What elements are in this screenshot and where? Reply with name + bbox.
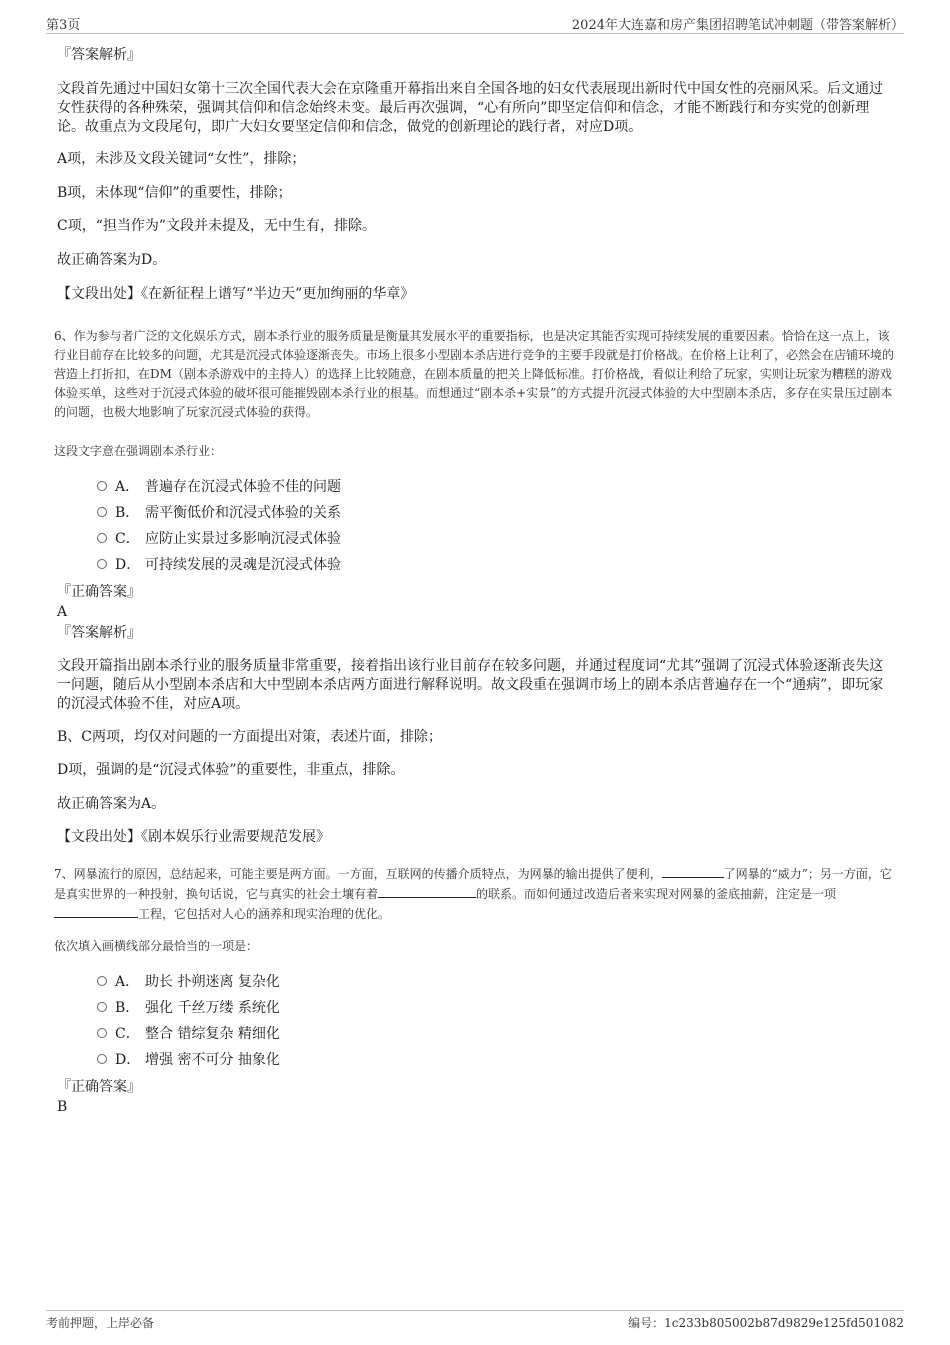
q6-prompt: 这段文字意在强调剧本杀行业：: [54, 444, 223, 458]
q7-option-b[interactable]: B． 强化 千丝万缕 系统化: [97, 999, 280, 1017]
q5-conclusion: 故正确答案为D。: [57, 252, 167, 268]
q5-line-c: C项，“担当作为”文段并未提及，无中生有，排除。: [57, 218, 377, 234]
q6-analysis-label: 『答案解析』: [57, 625, 141, 641]
q6-line-d: D项，强调的是“沉浸式体验”的重要性，非重点，排除。: [57, 762, 405, 778]
page-footer: [46, 1310, 904, 1331]
q7-prompt: 依次填入画横线部分最恰当的一项是：: [54, 939, 259, 953]
radio-button-icon[interactable]: [97, 559, 107, 569]
q6-option-b[interactable]: B． 需平衡低价和沉浸式体验的关系: [97, 504, 341, 522]
q5-line-b: B项，未体现“信仰”的重要性，排除；: [57, 185, 292, 201]
q6-option-a[interactable]: A． 普遍存在沉浸式体验不佳的问题: [97, 478, 341, 496]
blank-2: [378, 884, 476, 898]
q7-option-c[interactable]: C． 整合 错综复杂 精细化: [97, 1025, 280, 1043]
q6-option-d[interactable]: D． 可持续发展的灵魂是沉浸式体验: [97, 556, 341, 574]
q7-option-d[interactable]: D． 增强 密不可分 抽象化: [97, 1051, 280, 1069]
q5-analysis-label: 『答案解析』: [57, 47, 141, 63]
blank-1: [662, 864, 724, 878]
q5-line-a: A项，未涉及文段关键词“女性”，排除；: [57, 151, 306, 167]
q6-line-bc: B、C两项，均仅对问题的一方面提出对策，表述片面，排除；: [57, 729, 442, 745]
q6-analysis-text: 文段开篇指出剧本杀行业的服务质量非常重要，接着指出该行业目前存在较多问题，并通过程度词“尤其”强调了沉浸式体验逐渐丧失这一问题，随后从小型剧本杀店和大中型剧本杀店两方面进行解释说明。故文段重在强调市场上的剧本杀店普遍存在一个“通病”，即玩家的沉浸式体验不佳，对应A项。: [57, 658, 884, 712]
blank-3: [54, 904, 138, 918]
q7-stem: 7、网暴流行的原因，总结起来，可能主要是两方面。一方面，互联网的传播介质特点，为网暴的输出提供了便利， 了网暴的“威力”；另一方面，它是真实世界的一种投射，换句话说，它与真实的社会土壤有着 的联系。而如何通过改造后者来实现对网暴的釜底抽薪，注定是一项工程，它包括对人心的涵养和现实治理的优化。: [54, 864, 896, 924]
footer-code: 编号：1c233b805002b87d9829e125fd501082: [628, 1316, 904, 1330]
q6-source: 【文段出处】《剧本娱乐行业需要规范发展》: [57, 829, 330, 845]
q5-analysis-text: 文段首先通过中国妇女第十三次全国代表大会在京隆重开幕指出来自全国各地的妇女代表展现出新时代中国女性的亮丽风采。后文通过女性获得的各种殊荣，强调其信仰和信念始终未变。最后再次强调，“心有所向”即坚定信仰和信念，才能不断践行和夯实党的创新理论。故重点为文段尾句，即广大妇女要坚定信仰和信念，做党的创新理论的践行者，对应D项。: [57, 81, 883, 135]
q7-option-a[interactable]: A． 助长 扑朔迷离 复杂化: [97, 973, 280, 991]
radio-button-icon[interactable]: [97, 533, 107, 543]
q7-answer-label: 『正确答案』: [57, 1079, 141, 1095]
radio-button-icon[interactable]: [97, 1028, 107, 1038]
footer-slogan: 考前押题，上岸必备: [46, 1316, 155, 1330]
radio-button-icon[interactable]: [97, 507, 107, 517]
q6-option-c[interactable]: C． 应防止实景过多影响沉浸式体验: [97, 530, 341, 548]
q6-answer-label: 『正确答案』: [57, 584, 141, 600]
page-header: [46, 14, 904, 34]
q6-answer: A: [57, 604, 68, 620]
q6-conclusion: 故正确答案为A。: [57, 796, 166, 812]
q5-source: 【文段出处】《在新征程上谱写“半边天”更加绚丽的华章》: [57, 286, 415, 302]
radio-button-icon[interactable]: [97, 1054, 107, 1064]
radio-button-icon[interactable]: [97, 481, 107, 491]
radio-button-icon[interactable]: [97, 1002, 107, 1012]
radio-button-icon[interactable]: [97, 976, 107, 986]
q6-stem: 6、作为参与者广泛的文化娱乐方式，剧本杀行业的服务质量是衡量其发展水平的重要指标，也是决定其能否实现可持续发展的重要因素。恰恰在这一点上，该行业目前存在比较多的问题，尤其是沉浸式体验逐渐丧失。市场上很多小型剧本杀店进行竞争的主要手段就是打价格战。在价格上让利了，必然会在店铺环境的营造上打折扣，在DM（剧本杀游戏中的主持人）的选择上比较随意，在剧本质量的把关上降低标准。打价格战，看似让利给了玩家，实则让玩家为糟糕的游戏体验买单，这些对于沉浸式体验的破坏很可能摧毁剧本杀行业的根基。而想通过“剧本杀+实景”的方式提升沉浸式体验的大中型剧本杀店，多存在实景压过剧本的问题，也极大地影响了玩家沉浸式体验的获得。: [54, 329, 895, 419]
page-number: 第3页: [46, 18, 81, 33]
q7-answer: B: [57, 1099, 68, 1115]
document-title: 2024年大连嘉和房产集团招聘笔试冲刺题（带答案解析）: [571, 18, 904, 33]
